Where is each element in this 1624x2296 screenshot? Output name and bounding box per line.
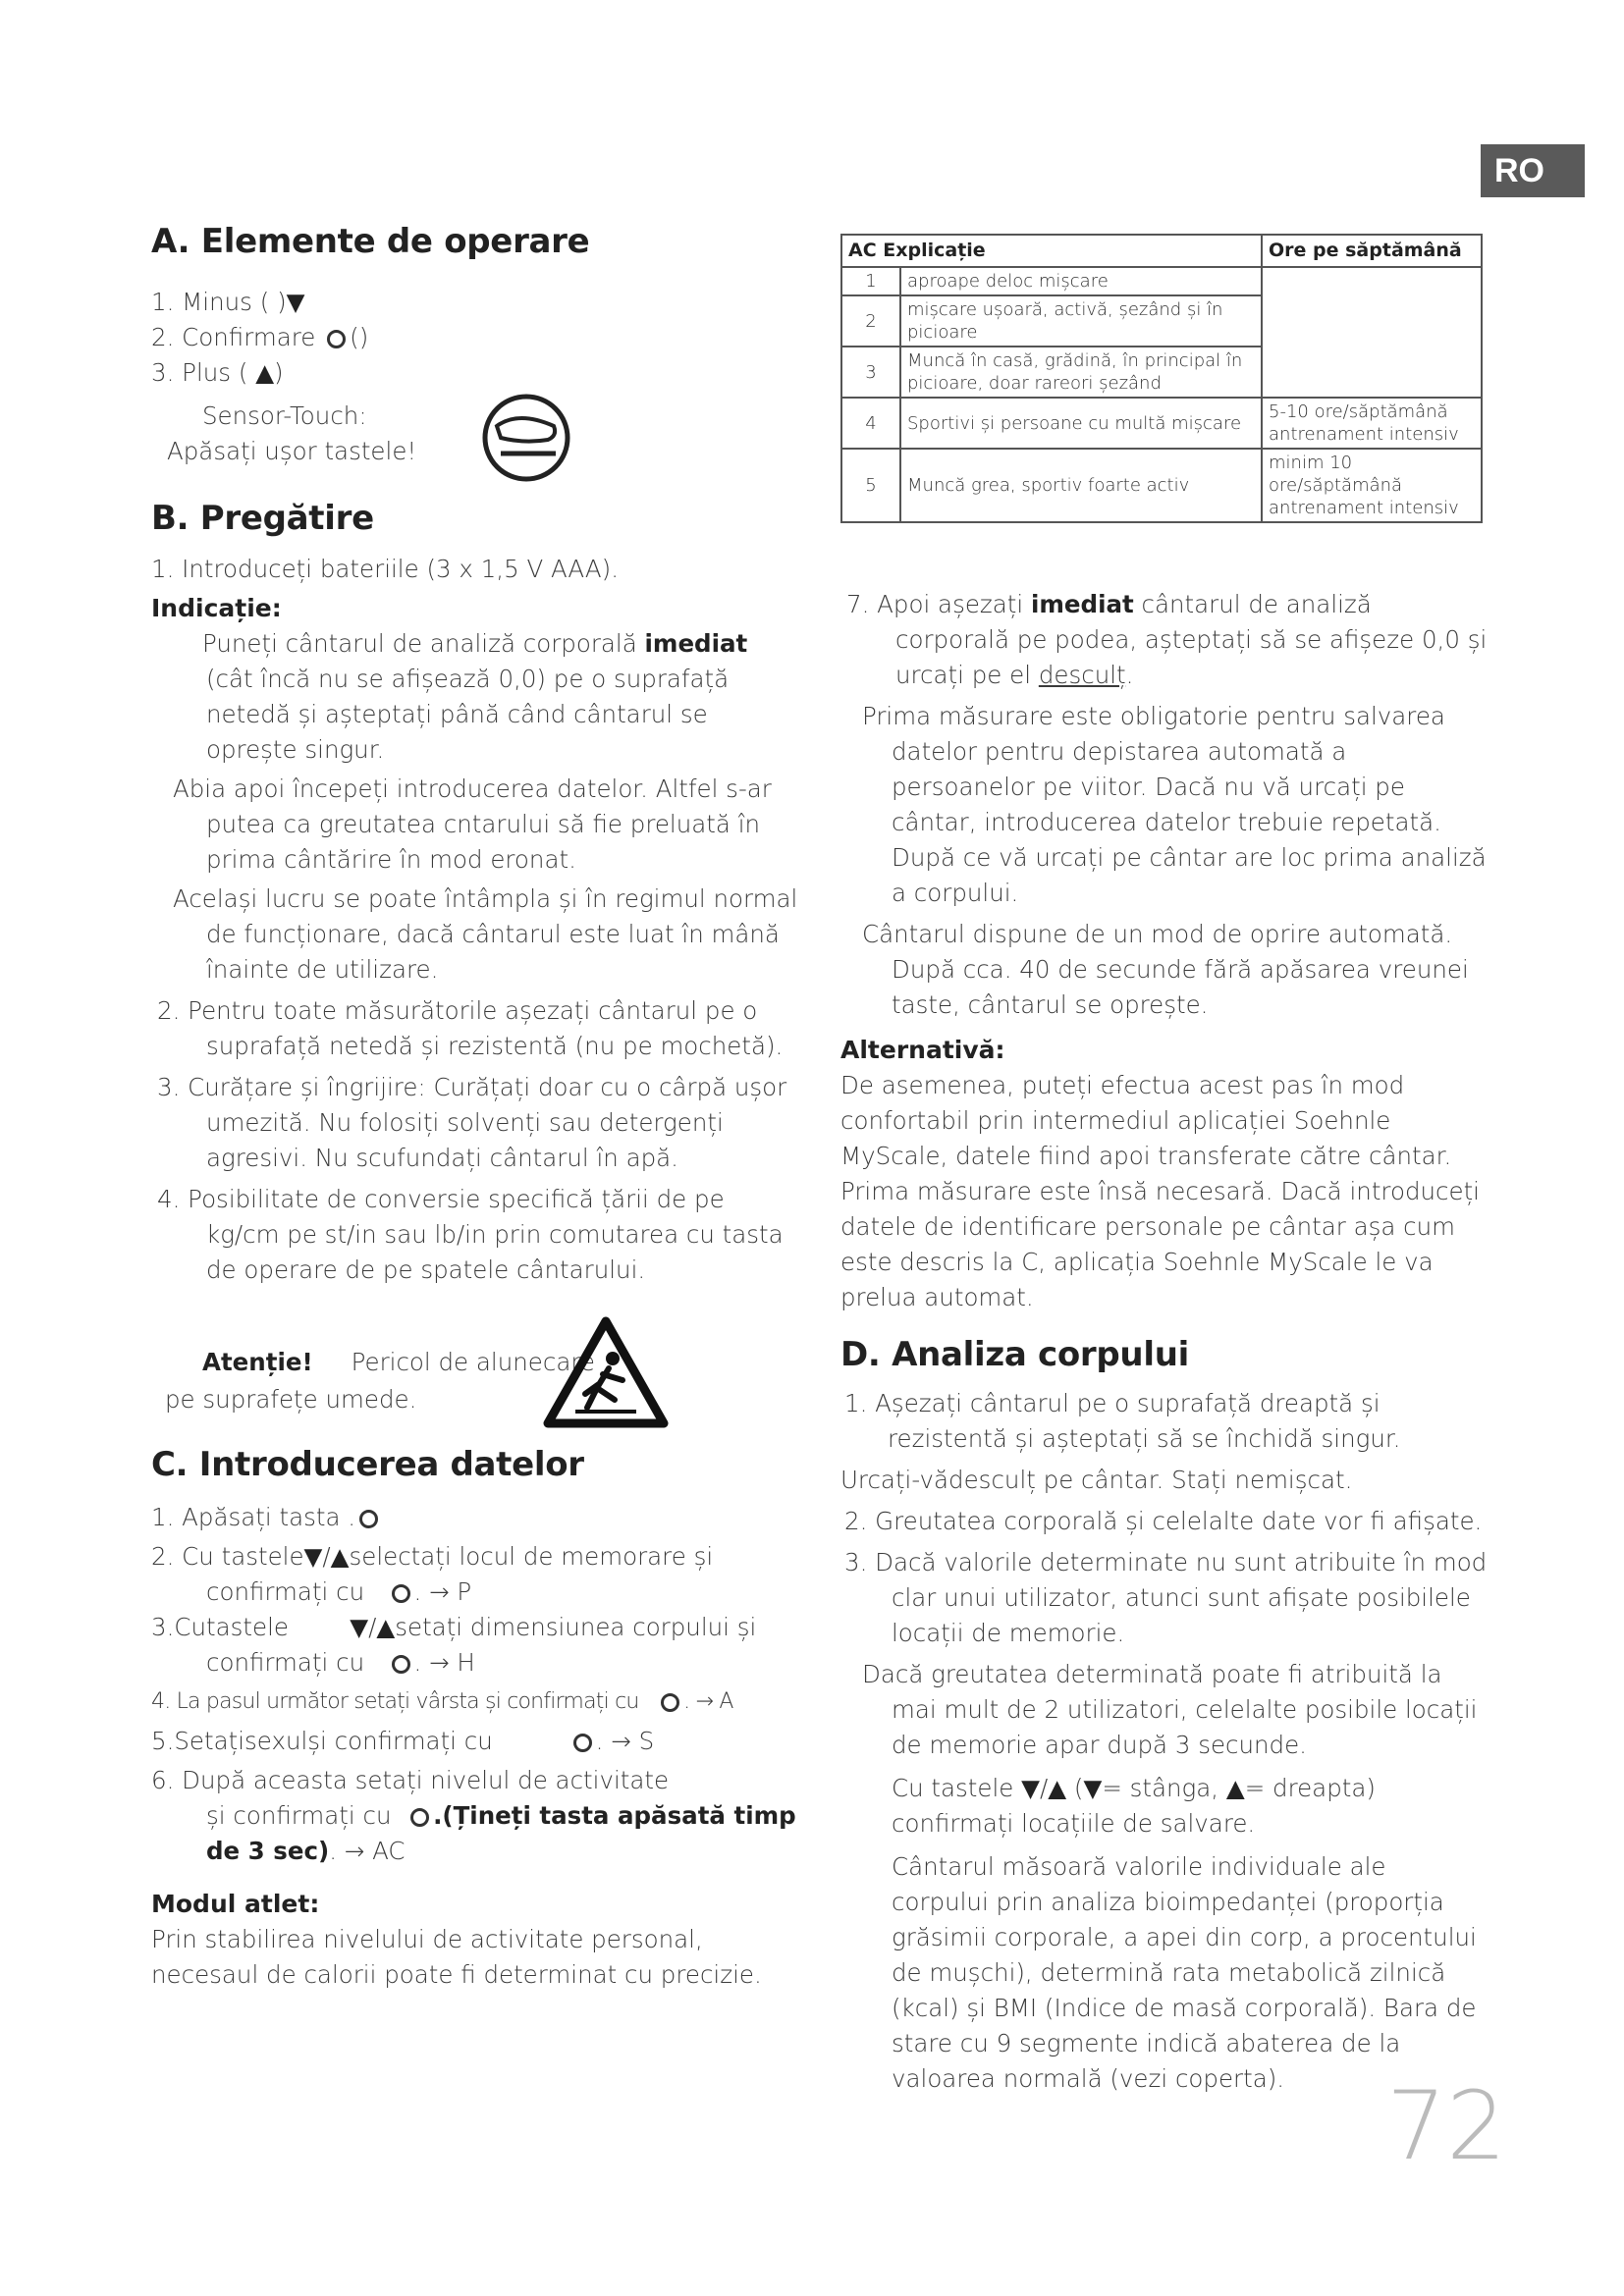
alternative-heading: Alternativă: — [840, 1036, 1005, 1064]
right-column — [840, 587, 1489, 2097]
data-step-4: 4. La pasul următor setați vârsta și confirmați cu . → A — [151, 1689, 733, 1714]
page-number: 72 — [1386, 2071, 1507, 2181]
body-step-1: 1. Așezați cântarul pe o suprafață dreaptă și rezistentă și așteptați să se închidă singur. — [844, 1389, 1401, 1453]
table-cell-hours-empty — [1262, 267, 1482, 398]
warning-line: Atenție! Pericol de alunecare — [202, 1348, 595, 1376]
data-step-1: 1. Apăsați tasta . — [151, 1500, 799, 1535]
section-b-title: B. Pregătire — [151, 499, 374, 538]
prep-step-1: 1. Introduceți bateriile (3 x 1,5 V AAA). — [151, 555, 619, 583]
data-step-3: 3.Cutastele ▼/▲setați dimensiunea corpului și — [151, 1610, 799, 1645]
sensor-hint: Apăsați ușor tastele! — [167, 437, 417, 465]
sensor-label: Sensor-Touch: — [202, 401, 367, 430]
table-cell-ac: 5 — [841, 449, 900, 522]
table-row — [841, 267, 1482, 295]
down-triangle-icon: ▼ — [303, 1542, 323, 1571]
table-cell-hours: minim 10 ore/săptămână antrenament intensiv — [1262, 449, 1482, 522]
circle-icon — [359, 1510, 378, 1528]
table-cell-explanation: aproape deloc mișcare — [900, 267, 1262, 295]
table-cell-ac: 4 — [841, 398, 900, 449]
body-step-3: 3. Dacă valorile determinate nu sunt atribuite în mod clar unui utilizator, atunci sunt afișate posibilele locații de memorie. — [844, 1548, 1488, 1647]
down-triangle-icon: ▼ — [350, 1613, 369, 1641]
item-confirm: 2. Confirmare () — [151, 323, 369, 351]
table-header-hours: Ore pe săptămână — [1262, 235, 1482, 267]
prep-step-4: 4. Posibilitate de conversie specifică țării de pe kg/cm pe st/in sau lb/in prin comutarea cu tasta de operare de pe spatele cântarului. — [157, 1185, 784, 1284]
table-cell-hours: 5-10 ore/săptămână antrenament intensiv — [1262, 398, 1482, 449]
up-triangle-icon: ▲ — [1048, 1774, 1067, 1802]
body-step-1b: Urcați-vădesculț pe cântar. Stați nemișcat. — [840, 1466, 1353, 1494]
section-a-title: A. Elemente de operare — [151, 222, 590, 261]
section-c-title: C. Introducerea datelor — [151, 1445, 584, 1484]
alternative-text: De asemenea, puteți efectua acest pas în mod confortabil prin intermediul aplicației Soehnle MyScale, datele fiind apoi transferate către cântar. Prima măsurare este însă necesară. Dacă introduceți datele de identificare personale pe cântar așa cum este descris la C, aplicația Soehnle MyScale le va prelua automat. — [840, 1071, 1480, 1311]
table-cell-explanation: Muncă în casă, grădină, în principal în picioare, doar rareori șezând — [900, 347, 1262, 398]
up-triangle-icon: ▲ — [376, 1613, 396, 1641]
up-triangle-icon: ▲ — [1225, 1774, 1245, 1802]
note-para-1: Puneți cântarul de analiză corporală imediat (cât încă nu se afișează 0,0) pe o suprafață netedă și așteptați până când cântarul se oprește singur. — [202, 629, 748, 764]
bioimpedance-note: Cântarul măsoară valorile individuale ale corpului prin analiza bioimpedanței (proporția grăsimii corporale, a apei din corp, a procentului de mușchi), determină rata metabolică zilnică (kcal) și BMI (Indice de masă corporală). Bara de stare cu 9 segmente indică abaterea de la valoarea normală (vezi coperta). — [892, 1852, 1477, 2093]
left-column — [151, 224, 799, 1993]
first-measurement-note: Prima măsurare este obligatorie pentru salvarea datelor pentru depistarea automată a persoanelor pe viitor. Dacă nu vă urcați pe cântar, introducerea datelor trebuie repetată. După ce vă urcați pe cântar are loc prima analiză a corpului. — [862, 702, 1487, 907]
circle-icon — [327, 330, 346, 348]
up-triangle-icon: ▲ — [330, 1542, 350, 1571]
note-para-2: Abia apoi începeți introducerea datelor. Altfel s-ar putea ca greutatea cntarului să fie preluată în prima cântărire în mod eronat. — [173, 774, 772, 874]
prep-step-2: 2. Pentru toate măsurătorile așezați cântarul pe o suprafață netedă și rezistentă (nu pe mochetă). — [157, 996, 784, 1060]
step-7: 7. Apoi așezați imediat cântarul de analiză corporală pe podea, așteptați să se afișeze 0,0 și urcați pe el desculț. — [846, 590, 1488, 689]
touch-finger-icon — [479, 393, 577, 483]
table-cell-ac: 3 — [841, 347, 900, 398]
data-step-6-confirm: și confirmați cu .(Țineți tasta apăsată timp de 3 sec). → AC — [206, 1801, 796, 1865]
note-para-3: Același lucru se poate întâmpla și în regimul normal de funcționare, dacă cântarul este luat în mână înainte de utilizare. — [173, 884, 798, 984]
data-step-2-confirm: confirmați cu . → P — [206, 1577, 472, 1606]
body-step-2: 2. Greutatea corporală și celelalte date vor fi afișate. — [844, 1507, 1483, 1535]
down-triangle-icon: ▼ — [1083, 1774, 1103, 1802]
keys-note: Cu tastele ▼/▲ (▼= stânga, ▲= dreapta) confirmați locațiile de salvare. — [840, 1771, 1489, 1842]
circle-icon — [661, 1693, 679, 1712]
activity-table — [840, 234, 1483, 523]
circle-icon — [392, 1584, 410, 1603]
note-heading: Indicație: — [151, 594, 282, 622]
table-cell-ac: 2 — [841, 295, 900, 347]
table-row — [841, 398, 1482, 449]
data-step-3-confirm: confirmați cu . → H — [206, 1648, 475, 1677]
circle-icon — [392, 1655, 410, 1674]
up-triangle-icon: ▲ — [255, 358, 275, 387]
athlete-text: Prin stabilirea nivelului de activitate personal, necesaul de calorii poate fi determinat cu precizie. — [151, 1925, 762, 1989]
language-tag: RO — [1481, 144, 1585, 197]
warning-line-2: pe suprafețe umede. — [165, 1385, 417, 1414]
table-cell-ac: 1 — [841, 267, 900, 295]
item-plus: 3. Plus ( ▲) — [151, 355, 799, 391]
data-step-5: 5.Setațisexulși confirmați cu . → S — [151, 1727, 655, 1755]
table-header-explanation: AC Explicație — [841, 235, 1262, 267]
multi-user-note: Dacă greutatea determinată poate fi atribuită la mai mult de 2 utilizatori, celelalte posibile locații de memorie apar după 3 secunde. — [862, 1660, 1478, 1759]
table-cell-explanation: Muncă grea, sportiv foarte activ — [900, 449, 1262, 522]
table-cell-explanation: mișcare ușoară, activă, șezând și în picioare — [900, 295, 1262, 347]
data-step-6: 6. După aceasta setați nivelul de activitate — [151, 1766, 670, 1794]
table-header-row — [841, 235, 1482, 267]
item-minus: 1. Minus ( )▼ — [151, 285, 799, 320]
table-row — [841, 449, 1482, 522]
circle-icon — [573, 1734, 592, 1752]
slip-hazard-icon — [542, 1315, 670, 1431]
down-triangle-icon: ▼ — [1021, 1774, 1041, 1802]
prep-step-3: 3. Curățare și îngrijire: Curățați doar cu o cârpă ușor umezită. Nu folosiți solvenți sau detergenți agresivi. Nu scufundați cântarul în apă. — [157, 1073, 787, 1172]
section-d-title: D. Analiza corpului — [840, 1335, 1189, 1374]
auto-off-note: Cântarul dispune de un mod de oprire automată. După cca. 40 de secunde fără apăsarea vreunei taste, cântarul se oprește. — [862, 920, 1469, 1019]
athlete-heading: Modul atlet: — [151, 1890, 320, 1918]
down-triangle-icon: ▼ — [286, 288, 305, 316]
circle-icon — [410, 1808, 429, 1827]
data-step-2: 2. Cu tastele▼/▲selectați locul de memorare și — [151, 1539, 799, 1575]
table-cell-explanation: Sportivi și persoane cu multă mișcare — [900, 398, 1262, 449]
